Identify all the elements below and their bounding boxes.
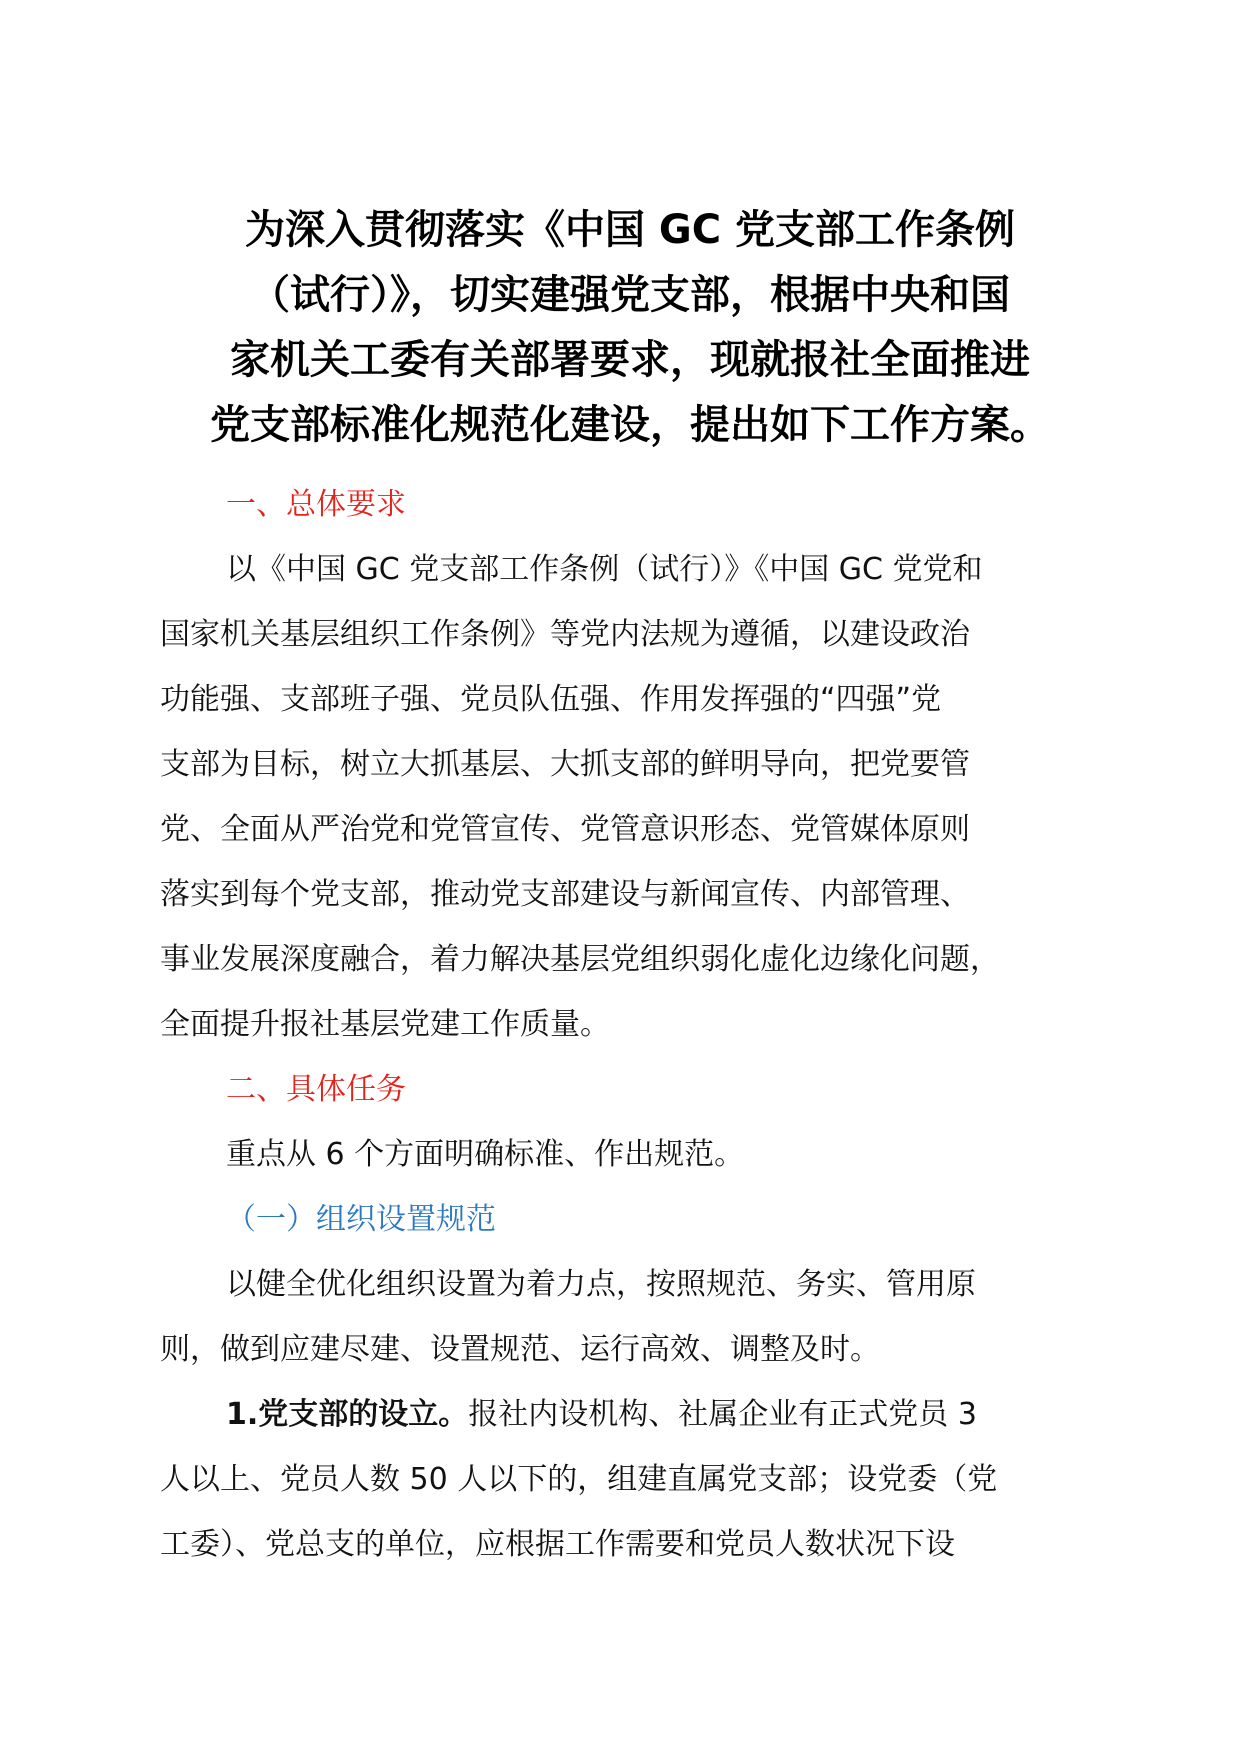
section1-heading: 一、总体要求 xyxy=(226,487,406,522)
title-line: 为深入贯彻落实《中国 GC 党支部工作条例 xyxy=(244,207,1016,253)
title-spacer xyxy=(160,458,1100,472)
paragraph-line: 人以上、党员人数 50 人以下的，组建直属党支部；设党委（党 xyxy=(160,1462,998,1497)
paragraph-line: 国家机关基层组织工作条例》等党内法规为遵循，以建设政治 xyxy=(160,617,970,652)
subsection1-paragraph xyxy=(160,1252,1100,1382)
section2-intro xyxy=(160,1122,1100,1187)
section1-paragraph xyxy=(160,537,1100,1057)
paragraph-line: 落实到每个党支部，推动党支部建设与新闻宣传、内部管理、 xyxy=(160,877,970,912)
paragraph-line: 以《中国 GC 党支部工作条例（试行）》《中国 GC 党党和 xyxy=(226,552,983,587)
paragraph-line xyxy=(160,1382,1100,1447)
paragraph-line: 以健全优化组织设置为着力点，按照规范、务实、管用原 xyxy=(226,1267,976,1302)
paragraph-line: 则，做到应建尽建、设置规范、运行高效、调整及时。 xyxy=(160,1332,880,1367)
title-line: 家机关工委有关部署要求，现就报社全面推进 xyxy=(230,337,1030,383)
paragraph-line: 工委）、党总支的单位，应根据工作需要和党员人数状况下设 xyxy=(160,1527,955,1562)
paragraph-line: 功能强、支部班子强、党员队伍强、作用发挥强的“四强”党 xyxy=(160,682,942,717)
title-line: 党支部标准化规范化建设，提出如下工作方案。 xyxy=(210,402,1050,448)
title-line: （试行）》，切实建强党支部，根据中央和国 xyxy=(250,272,1010,318)
subsection1-heading: （一）组织设置规范 xyxy=(226,1202,496,1237)
item1-paragraph xyxy=(160,1382,1100,1577)
paragraph-line: 重点从 6 个方面明确标准、作出规范。 xyxy=(226,1137,745,1172)
paragraph-line: 支部为目标，树立大抓基层、大抓支部的鲜明导向，把党要管 xyxy=(160,747,970,782)
item1-label: 1.党支部的设立。 xyxy=(226,1397,469,1432)
paragraph-line: 事业发展深度融合，着力解决基层党组织弱化虚化边缘化问题， xyxy=(160,942,1000,977)
document-page xyxy=(160,198,1100,1577)
document-title xyxy=(160,198,1100,458)
item1-first-text: 报社内设机构、社属企业有正式党员 3 xyxy=(468,1397,977,1432)
section2-heading: 二、具体任务 xyxy=(226,1072,406,1107)
paragraph-line: 党、全面从严治党和党管宣传、党管意识形态、党管媒体原则 xyxy=(160,812,970,847)
paragraph-line: 全面提升报社基层党建工作质量。 xyxy=(160,1007,610,1042)
